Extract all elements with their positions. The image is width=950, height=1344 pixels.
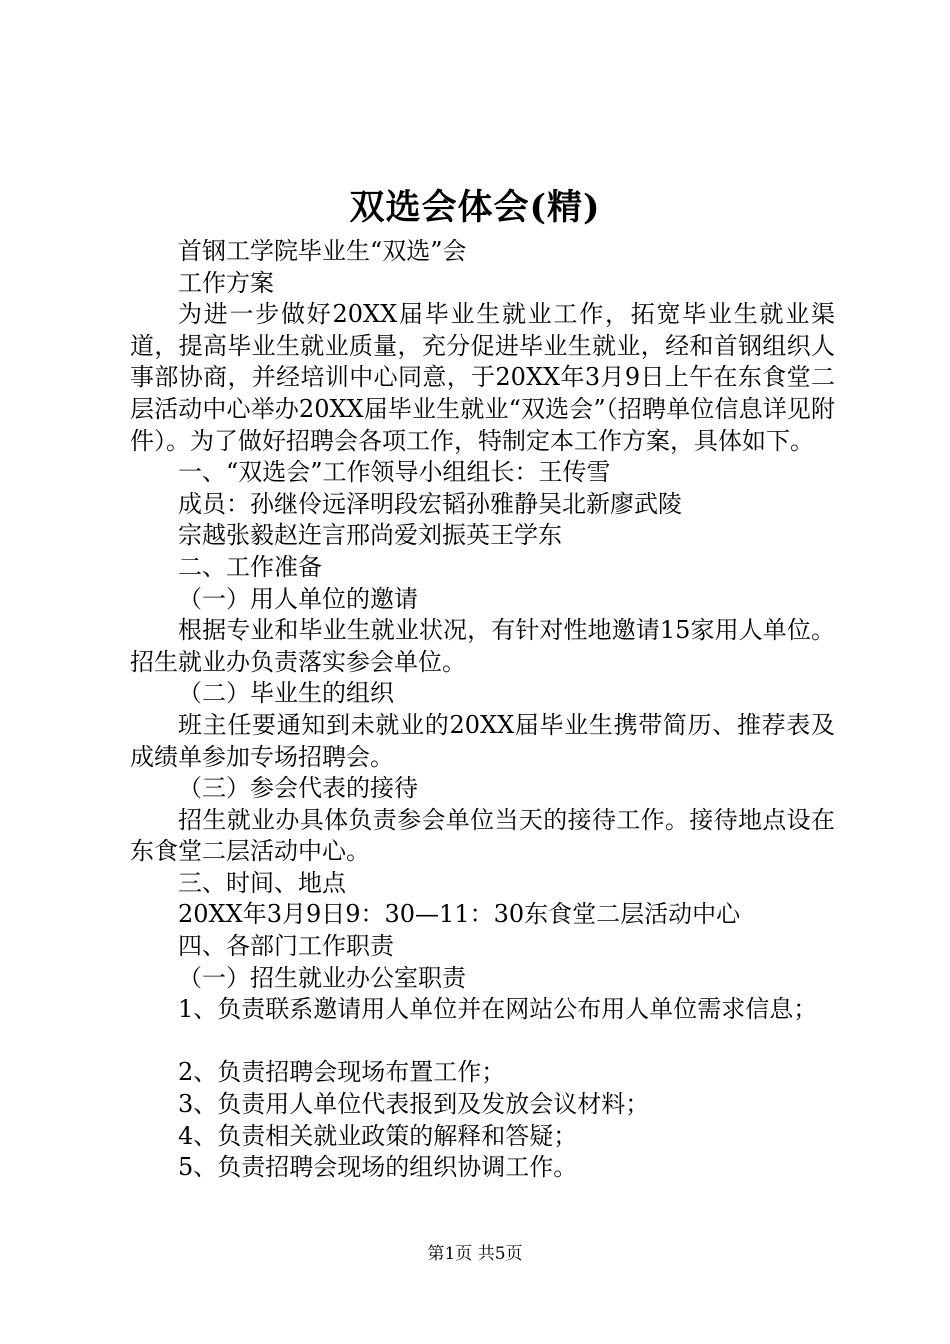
- members-line: 成员：孙继伶远泽明段宏韬孙雅静吴北新廖武陵: [178, 489, 682, 518]
- members-line: 宗越张毅赵迕言邢尚爱刘振英王学东: [178, 521, 562, 550]
- section-heading: 一、“双选会”工作领导小组组长：王传雪: [178, 458, 611, 487]
- body-paragraph: 招生就业办具体负责参会单位当天的接待工作。接待地点设在东食堂二层活动中心。: [130, 805, 835, 866]
- subsection-heading: （一）用人单位的邀请: [178, 584, 418, 613]
- body-paragraph: 班主任要通知到未就业的20XX届毕业生携带简历、推荐表及成绩单参加专场招聘会。: [130, 710, 835, 771]
- page-number-footer: 第1页 共5页: [427, 1244, 523, 1264]
- blank-line: [130, 1026, 835, 1058]
- subsection-heading: （三）参会代表的接待: [178, 774, 418, 803]
- document-body: [130, 236, 835, 1184]
- list-item: 2、负责招聘会现场布置工作；: [178, 1058, 506, 1087]
- section-heading: 三、时间、地点: [178, 868, 346, 897]
- subsection-heading: （二）毕业生的组织: [178, 679, 394, 708]
- subtitle-line: 工作方案: [178, 268, 274, 297]
- section-heading: 四、各部门工作职责: [178, 932, 394, 961]
- subtitle-line: 首钢工学院毕业生“双选”会: [178, 237, 467, 265]
- list-item: 1、负责联系邀请用人单位并在网站公布用人单位需求信息；: [178, 995, 818, 1024]
- document-title: 双选会体会(精): [349, 187, 601, 228]
- list-item: 5、负责招聘会现场的组织协调工作。: [178, 1153, 578, 1182]
- section-heading: 二、工作准备: [178, 552, 322, 581]
- list-item: 3、负责用人单位代表报到及发放会议材料；: [178, 1090, 650, 1119]
- list-item: 4、负责相关就业政策的解释和答疑；: [178, 1121, 578, 1150]
- intro-paragraph: 为进一步做好20XX届毕业生就业工作，拓宽毕业生就业渠道，提高毕业生就业质量，充分促进毕业生就业，经和首钢组织人事部协商，并经培训中心同意，于20XX年3月9日上午在东食堂二层活动中心举办20XX届毕业生就业“双选会”（招聘单位信息详见附件）。为了做好招聘会各项工作，特制定本工作方案，具体如下。: [130, 300, 835, 455]
- subsection-heading: （一）招生就业办公室职责: [178, 963, 466, 992]
- time-location-line: 20XX年3月9日9：30—11：30东食堂二层活动中心: [178, 900, 741, 929]
- body-paragraph: 根据专业和毕业生就业状况，有针对性地邀请15家用人单位。招生就业办负责落实参会单位。: [130, 616, 835, 676]
